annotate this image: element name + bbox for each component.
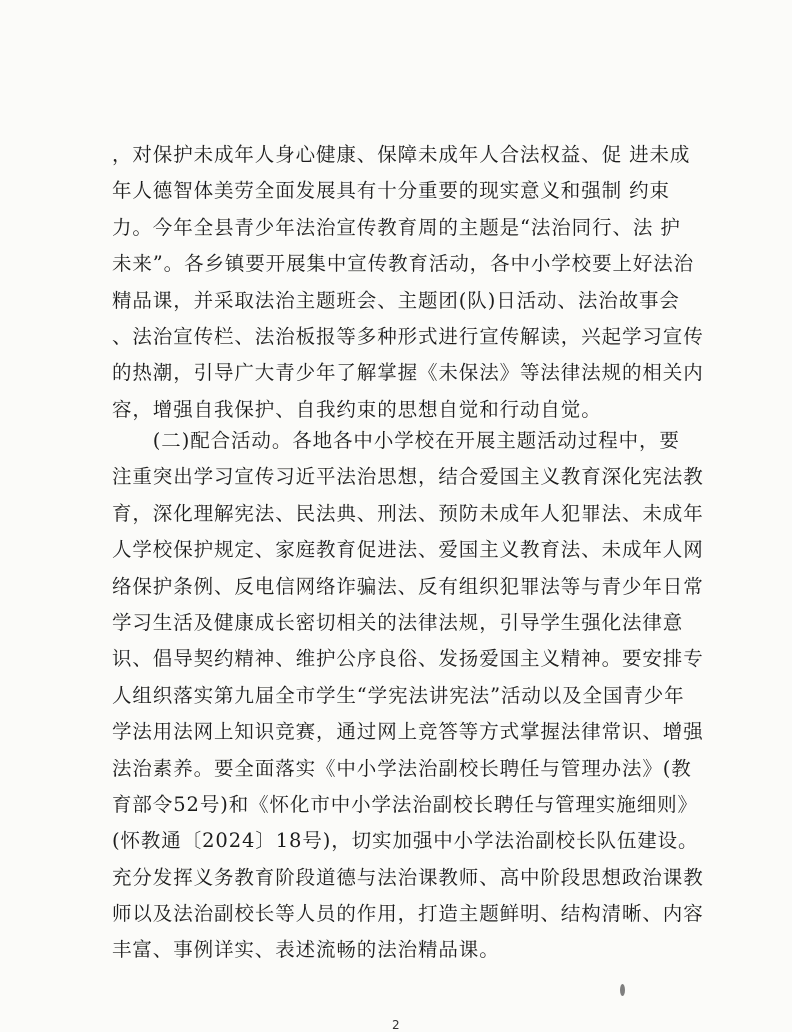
text-line: 师以及法治副校长等人员的作用，打造主题鲜明、结构清晰、内容 xyxy=(112,902,704,926)
text-line: 力。今年全县青少年法治宣传教育周的主题是“法治同行、法 护 xyxy=(112,215,681,239)
text-line: ，对保护未成年人身心健康、保障未成年人合法权益、促 进未成 xyxy=(112,143,691,166)
text-line: 络保护条例、反电信网络诈骗法、反有组织犯罪法等与青少年日常 xyxy=(112,574,704,598)
section-heading-line: (二)配合活动。各地各中小学校在开展主题活动过程中，要 xyxy=(112,429,680,452)
text-line: 人组织落实第九届全市学生“学宪法讲宪法”活动以及全国青少年 xyxy=(112,683,685,707)
text-line: 人学校保护规定、家庭教育促进法、爱国主义教育法、未成年人网 xyxy=(112,538,704,562)
text-line: 注重突出学习宣传习近平法治思想，结合爱国主义教育深化宪法教 xyxy=(112,465,704,489)
text-line: 法治素养。要全面落实《中小学法治副校长聘任与管理办法》(教 xyxy=(112,756,692,780)
text-line: 充分发挥义务教育阶段道德与法治课教师、高中阶段思想政治课教 xyxy=(112,865,704,889)
text-line: 学习生活及健康成长密切相关的法律法规，引导学生强化法律意 xyxy=(112,610,684,634)
text-line: 精品课，并采取法治主题班会、主题团(队)日活动、法治故事会 xyxy=(112,288,680,312)
text-line: 学法用法网上知识竞赛，通过网上竞答等方式掌握法律常识、增强 xyxy=(112,720,704,744)
text-line: 、法治宣传栏、法治板报等多种形式进行宣传解读，兴起学习宣传 xyxy=(112,324,704,348)
page-number: 2 xyxy=(392,1018,400,1032)
paragraph-theme-activities xyxy=(112,137,708,428)
text-line: 识、倡导契约精神、维护公序良俗、发扬爱国主义精神。要安排专 xyxy=(112,647,704,671)
text-line: (怀教通〔2024〕18号)，切实加强中小学法治副校长队伍建设。 xyxy=(112,829,699,853)
text-line: 的热潮，引导广大青少年了解掌握《未保法》等法律法规的相关内 xyxy=(112,361,704,385)
text-line: 育部令52号)和《怀化市中小学法治副校长聘任与管理实施细则》 xyxy=(112,792,698,816)
text-line: 未来”。各乡镇要开展集中宣传教育活动，各中小学校要上好法治 xyxy=(112,252,695,276)
paragraph-supporting-activities xyxy=(112,423,708,969)
text-line: 育，深化理解宪法、民法典、刑法、预防未成年人犯罪法、未成年 xyxy=(112,501,704,525)
text-line: 容，增强自我保护、自我约束的思想自觉和行动自觉。 xyxy=(112,397,602,421)
text-line: 丰富、事例详实、表述流畅的法治精品课。 xyxy=(112,938,500,962)
text-line: 年人德智体美劳全面发展具有十分重要的现实意义和强制 约束 xyxy=(112,179,670,203)
scan-ink-mark xyxy=(620,984,625,996)
